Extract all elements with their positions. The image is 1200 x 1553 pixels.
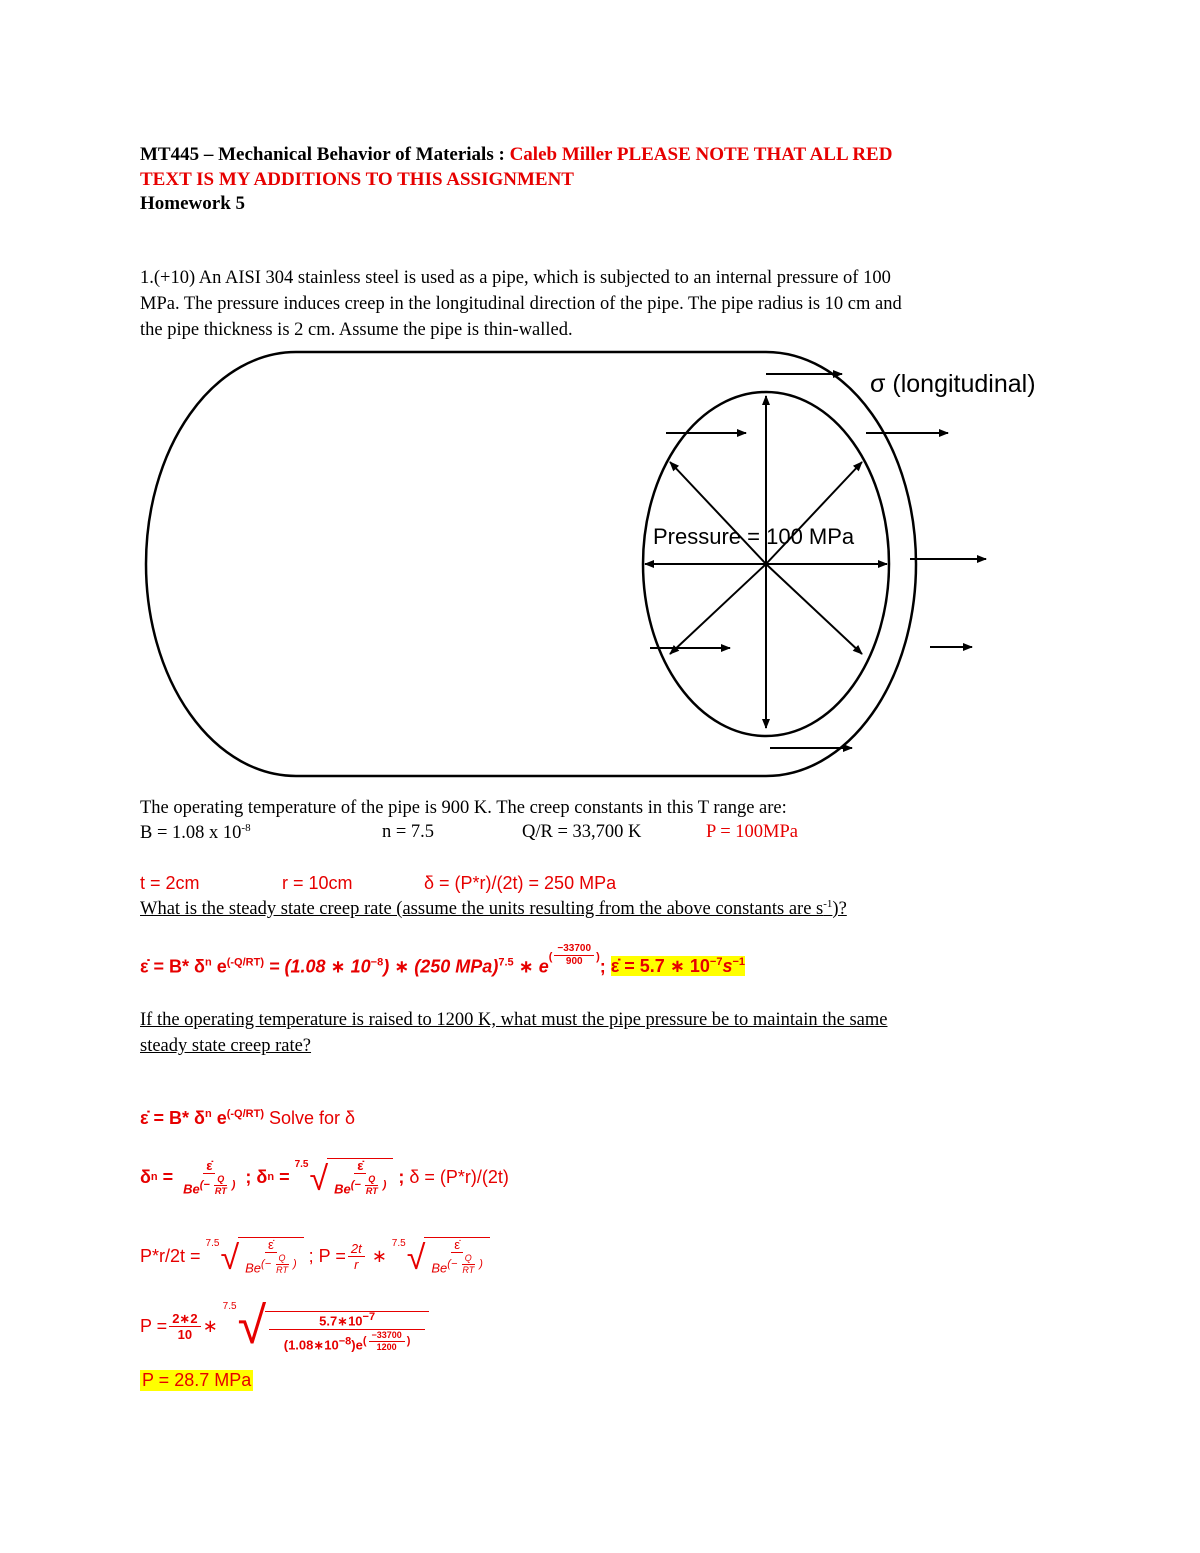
b-value: (1.08∗10 — [283, 1337, 339, 1353]
sigma-longitudinal-label: σ (longitudinal) — [870, 370, 1036, 398]
eq-n: n — [204, 956, 212, 969]
two-t: 2t — [348, 1242, 365, 1257]
question-1-end: )? — [832, 899, 847, 920]
eq-exp-fraction: $\frac{-33700}{900}$ — [554, 944, 594, 967]
pipe-diagram — [130, 340, 1090, 790]
solve-e: e — [211, 1108, 227, 1128]
question-1-text: What is the steady state creep rate (assume the units resulting from the above constants are s — [140, 899, 824, 920]
p-root-index: 7.5 — [391, 1238, 406, 1249]
constant-B — [140, 822, 251, 844]
problem-number: 1.(+10) — [140, 268, 196, 288]
solve-lhs: ε̇ = B* δ — [140, 1108, 205, 1128]
frac-denominator: $Be^{(- \frac{Q}{RT} )}$ — [183, 1173, 236, 1197]
creep-rate-answer — [611, 956, 745, 976]
question-2-line2: steady state creep rate? — [140, 1036, 312, 1056]
eps-value: 5.7∗10 — [319, 1313, 363, 1328]
answer-unit-exponent: −1 — [732, 956, 746, 969]
answer-unit: s — [722, 956, 733, 977]
eq-exp: (-Q/RT) — [226, 956, 264, 969]
root-index: 7.5 — [294, 1159, 309, 1170]
pr2t-root: 7.5 √ ε̇ $Be^{(- \frac{Q}{RT} )}$ — [206, 1237, 304, 1275]
author-note: Caleb Miller PLEASE NOTE THAT ALL RED — [509, 144, 893, 165]
two-two-over-ten — [169, 1312, 200, 1341]
temperature-statement: The operating temperature of the pipe is 900 K. The creep constants in this T range are: — [140, 798, 787, 818]
answer-exponent: −7 — [709, 956, 723, 969]
den-10: 10 — [177, 1326, 193, 1342]
r-label: r — [354, 1256, 359, 1272]
numeric-root: 7.5 √ $5.7∗10^{-7}$ $(1.08∗10^{-8})e^{( \frac{-33700}{1200} )}$ — [223, 1300, 429, 1352]
eq-lhs: ε̇ = B* δ — [140, 956, 205, 977]
longitudinal-stress-arrows — [650, 374, 986, 748]
root-be: Be — [334, 1181, 351, 1197]
problem-text-1: An AISI 304 stainless steel is used as a pipe, which is subjected to an internal pressure of 100 — [195, 268, 891, 288]
numeric-root-index: 7.5 — [222, 1301, 237, 1312]
p-root-numerator: ε̇ — [451, 1238, 463, 1253]
delta-n-exp: n — [150, 1171, 158, 1183]
stress-equation: δ = (P*r)/(2t) — [409, 1166, 509, 1187]
pr2t-label: P*r/2t = — [140, 1245, 201, 1266]
course-title: MT445 – Mechanical Behavior of Materials : — [140, 144, 510, 165]
answer-value: ε̇ = 5.7 ∗ 10 — [610, 956, 710, 977]
constant-QR: Q/R = 33,700 K — [522, 822, 642, 842]
pr2t-be: Be — [245, 1260, 262, 1276]
delta-n-exp-2: n — [267, 1171, 275, 1183]
eq-rhs-exp: −8 — [370, 956, 384, 969]
creep-rate-equation: ε̇ = B* $\delta^n$ $e^{(-Q/RT)} = (1.08$ ∗ $10^{-8}$) ∗ (250 MPa)$^{7.5}$ ∗ e( $\frac{-33700}{900}$ ); ε̇ = 5.7 ∗ $10^{-7}s^{-1}$ — [140, 943, 746, 977]
pressure-label: Pressure = 100 MPa — [653, 524, 855, 549]
solve-exp: (-Q/RT) — [226, 1108, 264, 1120]
question-1-exponent: -1 — [823, 898, 833, 910]
frac-be: Be — [183, 1181, 200, 1197]
solve-n: n — [204, 1108, 212, 1120]
delta-n-fraction — [180, 1159, 238, 1196]
pressure-root-equation: P*r/2t = 7.5 √ ε̇ $Be^{(- \frac{Q}{RT} )}$ ; P = $\frac{2t}{r}$ ∗ 7.5 √ ε̇ $Be^{(- \frac{Q}{RT} )}$ — [140, 1237, 490, 1275]
pr2t-numerator: ε̇ — [265, 1238, 277, 1253]
b-value-end: )e — [351, 1337, 363, 1353]
eq-rhs: = (1.08 ∗ 10 — [264, 956, 371, 977]
p-root-be: Be — [431, 1260, 448, 1276]
constant-n: n = 7.5 — [382, 822, 435, 842]
pressure-numeric-equation: P = $\frac{2∗2}{10}$ ∗ 7.5 √ $5.7∗10^{-7}$ $(1.08∗10^{-8})e^{( \frac{-33700}{1200} )}$ — [140, 1300, 429, 1352]
eq-rhs2-exp: 7.5 — [498, 956, 514, 969]
two-t-over-r — [348, 1242, 365, 1271]
question-1 — [140, 898, 847, 920]
eq-rhs3: ∗ e — [513, 956, 549, 977]
pr2t-q: Q — [276, 1254, 289, 1265]
final-pressure-answer: P = 28.7 MPa — [142, 1370, 252, 1390]
hoop-stress-equation: δ = (P*r)/(2t) = 250 MPa — [424, 873, 617, 893]
rt-label: RT — [214, 1185, 227, 1196]
num-22: 2∗2 — [169, 1312, 200, 1327]
pr2t-root-index: 7.5 — [205, 1238, 220, 1249]
given-pressure: P = 100MPa — [706, 822, 798, 842]
question-2-line1: If the operating temperature is raised to 1200 K, what must the pipe pressure be to maintain the same — [140, 1010, 888, 1030]
given-thickness: t = 2cm — [140, 873, 200, 893]
seventh-root: 7.5 √ ε̇ $Be^{(- \frac{Q}{RT} )}$ — [295, 1158, 394, 1196]
problem-line2: MPa. The pressure induces creep in the longitudinal direction of the pipe. The pipe radius is 10 cm and — [140, 294, 902, 314]
root-numerator: ε̇ — [354, 1159, 366, 1174]
solve-text: Solve for δ — [264, 1108, 356, 1128]
q-label: Q — [214, 1175, 227, 1186]
problem-line1 — [140, 268, 891, 289]
q-numeric: −33700 — [369, 1331, 405, 1342]
p-eq-label: P = — [318, 1245, 346, 1266]
eps-value-exp: −7 — [362, 1310, 376, 1323]
author-note-line2: TEXT IS MY ADDITIONS TO THIS ASSIGNMENT — [140, 169, 574, 190]
given-radius: r = 10cm — [282, 873, 353, 893]
p-root-q: Q — [462, 1254, 475, 1265]
root-rt: RT — [365, 1186, 378, 1196]
root-q: Q — [365, 1175, 378, 1186]
document-title — [140, 144, 892, 166]
eq-rhs2: ) ∗ (250 MPa) — [383, 956, 499, 977]
p-numeric-label: P = — [140, 1315, 168, 1336]
pressure-arrows — [645, 396, 887, 728]
frac-numerator: ε̇ — [203, 1159, 215, 1174]
delta-n-equation: δ n = ε̇ $Be^{(- \frac{Q}{RT} )}$ ; δ n = 7.5 √ ε̇ $Be^{(- \frac{Q}{RT} )}$ ; δ = (P*r)/(2t) — [140, 1157, 509, 1198]
p-root: 7.5 √ ε̇ $Be^{(- \frac{Q}{RT} )}$ — [392, 1237, 490, 1275]
delta-symbol-2: δ — [256, 1166, 268, 1187]
b-value-exp: −8 — [338, 1335, 352, 1348]
pr2t-rt: RT — [276, 1265, 288, 1275]
p-root-rt: RT — [462, 1265, 475, 1275]
eq-e: e — [211, 956, 227, 977]
solve-equation — [140, 1108, 355, 1129]
constant-B-value: B = 1.08 x 10 — [140, 823, 242, 844]
delta-symbol: δ — [140, 1166, 151, 1187]
problem-line3: the pipe thickness is 2 cm. Assume the pipe is thin-walled. — [140, 320, 573, 340]
constant-B-exponent: -8 — [241, 822, 251, 834]
t-numeric: 1200 — [376, 1342, 397, 1352]
homework-label: Homework 5 — [140, 193, 246, 214]
